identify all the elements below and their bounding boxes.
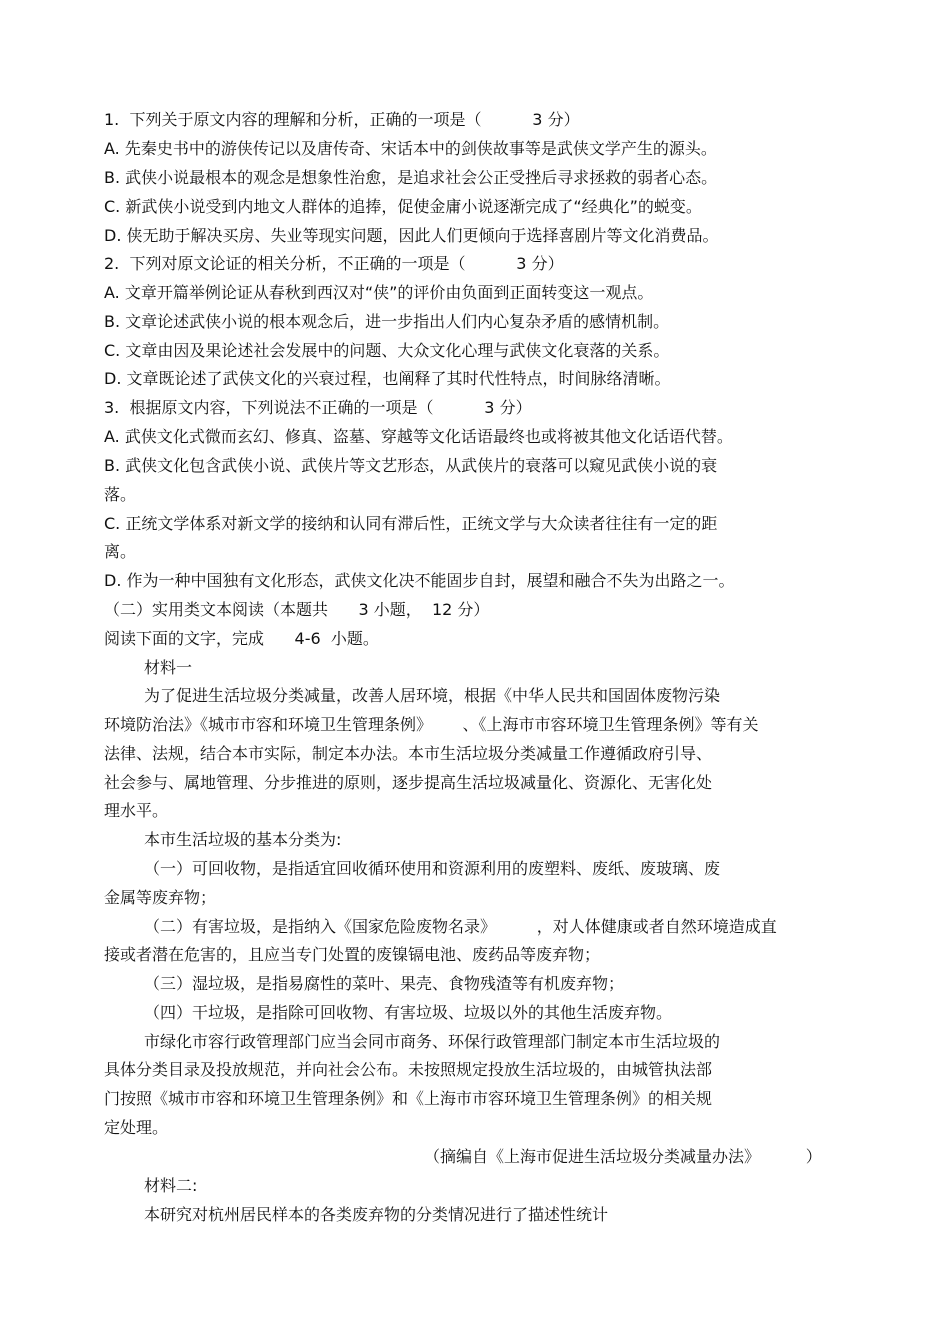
material-2-title: 材料二:	[144, 1176, 198, 1195]
material-1-paragraph-line: 环境防治法》《城市市容和环境卫生管理条例》 、《上海市市容环境卫生管理条例》等有关	[104, 715, 759, 734]
question-1-stem: 1. 下列关于原文内容的理解和分析，正确的一项是（ 3 分）	[104, 110, 580, 129]
question-2-option-a: A. 文章开篇举例论证从春秋到西汉对“侠”的评价由负面到正面转变这一观点。	[104, 283, 654, 302]
question-1-option-a: A. 先秦史书中的游侠传记以及唐传奇、宋话本中的剑侠故事等是武侠文学产生的源头。	[104, 139, 717, 158]
material-1-paragraph-2-line: 定处理。	[104, 1118, 169, 1137]
material-1-paragraph-2-line: 具体分类目录及投放规范，并向社会公布。未按照规定投放生活垃圾的，由城管执法部	[104, 1060, 713, 1079]
material-1-title: 材料一	[144, 658, 193, 677]
material-1-source: （摘编自《上海市促进生活垃圾分类减量办法》 ）	[424, 1147, 822, 1166]
classification-item-dry: （四）干垃圾，是指除可回收物、有害垃圾、垃圾以外的其他生活废弃物。	[144, 1003, 673, 1022]
classification-item-recyclable: （一）可回收物，是指适宜回收循环使用和资源利用的废塑料、废纸、废玻璃、废	[144, 859, 721, 878]
question-2-option-c: C. 文章由因及果论述社会发展中的问题、大众文化心理与武侠文化衰落的关系。	[104, 341, 670, 360]
question-3-stem: 3. 根据原文内容，下列说法不正确的一项是（ 3 分）	[104, 398, 532, 417]
question-2-stem: 2. 下列对原文论证的相关分析，不正确的一项是（ 3 分）	[104, 254, 564, 273]
question-1-option-c: C. 新武侠小说受到内地文人群体的追捧，促使金庸小说逐渐完成了“经典化”的蜕变。	[104, 197, 702, 216]
question-3-option-d: D. 作为一种中国独有文化形态，武侠文化决不能固步自封，展望和融合不失为出路之一。	[104, 571, 735, 590]
material-1-paragraph-line: 社会参与、属地管理、分步推进的原则，逐步提高生活垃圾减量化、资源化、无害化处	[104, 773, 713, 792]
section-2-instruction: 阅读下面的文字，完成 4-6 小题。	[104, 629, 379, 648]
classification-item-wet: （三）湿垃圾，是指易腐性的菜叶、果壳、食物残渣等有机废弃物；	[144, 974, 625, 993]
question-2-option-d: D. 文章既论述了武侠文化的兴衰过程，也阐释了其时代性特点，时间脉络清晰。	[104, 369, 671, 388]
question-2-option-b: B. 文章论述武侠小说的根本观念后，进一步指出人们内心复杂矛盾的感情机制。	[104, 312, 670, 331]
material-1-paragraph-line: 为了促进生活垃圾分类减量，改善人居环境，根据《中华人民共和国固体废物污染	[144, 686, 721, 705]
material-2-text: 本研究对杭州居民样本的各类废弃物的分类情况进行了描述性统计	[144, 1205, 609, 1224]
classification-item-recyclable-cont: 金属等废弃物；	[104, 888, 217, 907]
question-3-option-c-cont: 离。	[104, 542, 137, 561]
material-1-paragraph-line: 理水平。	[104, 801, 169, 820]
section-2-heading: （二）实用类文本阅读（本题共 3 小题， 12 分）	[104, 600, 490, 619]
basic-classification-heading: 本市生活垃圾的基本分类为:	[144, 830, 342, 849]
classification-item-hazardous-cont: 接或者潜在危害的，且应当专门处置的废镍镉电池、废药品等废弃物；	[104, 945, 601, 964]
question-1-option-b: B. 武侠小说最根本的观念是想象性治愈，是追求社会公正受挫后寻求拯救的弱者心态。	[104, 168, 718, 187]
material-1-paragraph-2-line: 门按照《城市市容和环境卫生管理条例》和《上海市市容环境卫生管理条例》的相关规	[104, 1089, 713, 1108]
question-3-option-a: A. 武侠文化式微而玄幻、修真、盗墓、穿越等文化话语最终也或将被其他文化话语代替。	[104, 427, 733, 446]
question-3-option-c: C. 正统文学体系对新文学的接纳和认同有滞后性，正统文学与大众读者往往有一定的距	[104, 514, 718, 533]
material-1-paragraph-2-line: 市绿化市容行政管理部门应当会同市商务、环保行政管理部门制定本市生活垃圾的	[144, 1032, 721, 1051]
classification-item-hazardous: （二）有害垃圾，是指纳入《国家危险废物名录》 ，对人体健康或者自然环境造成直	[144, 917, 777, 936]
material-1-paragraph-line: 法律、法规，结合本市实际，制定本办法。本市生活垃圾分类减量工作遵循政府引导、	[104, 744, 713, 763]
question-3-option-b-cont: 落。	[104, 485, 137, 504]
question-3-option-b: B. 武侠文化包含武侠小说、武侠片等文艺形态，从武侠片的衰落可以窥见武侠小说的衰	[104, 456, 718, 475]
question-1-option-d: D. 侠无助于解决买房、失业等现实问题，因此人们更倾向于选择喜剧片等文化消费品。	[104, 226, 719, 245]
